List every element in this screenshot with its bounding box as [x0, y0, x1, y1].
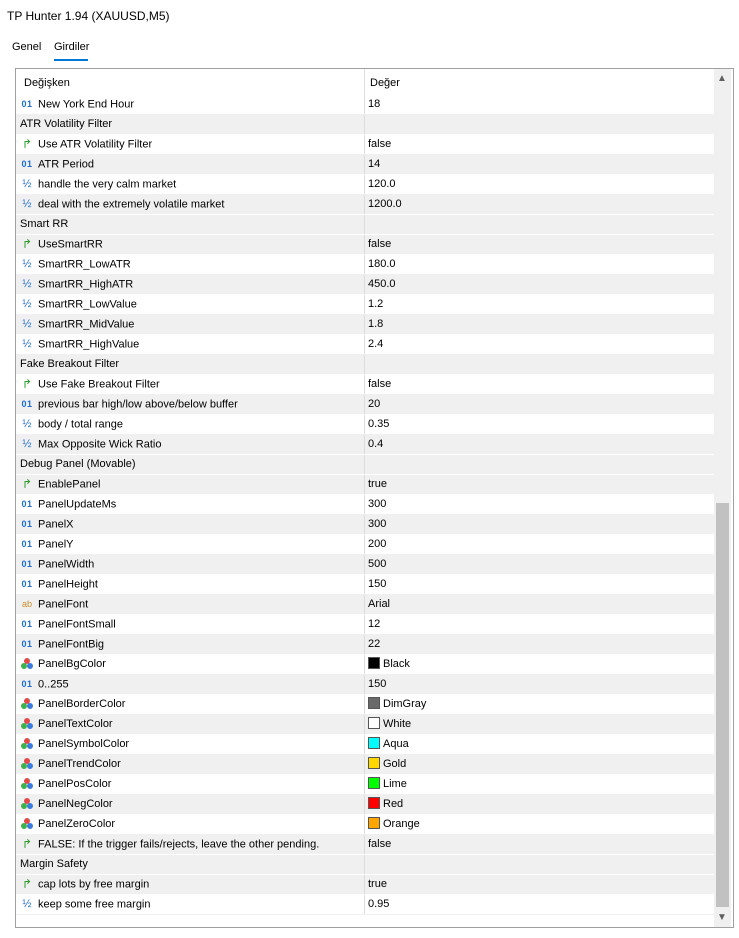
boolean-type-icon: ↱ — [21, 477, 33, 491]
value-text: 300 — [368, 498, 387, 510]
color-type-icon — [20, 718, 34, 730]
boolean-type-icon: ↱ — [21, 137, 33, 151]
variable-cell — [20, 675, 69, 694]
group-row[interactable] — [16, 855, 714, 875]
grid-rows — [16, 95, 714, 915]
cell-divider — [364, 715, 365, 734]
value-cell[interactable] — [368, 695, 426, 714]
integer-type-icon: 01 — [21, 519, 33, 529]
cell-divider — [364, 895, 365, 914]
variable-cell — [20, 415, 123, 434]
table-row[interactable] — [16, 735, 714, 755]
group-label: ATR Volatility Filter — [20, 118, 113, 130]
integer-type-icon: 01 — [21, 639, 33, 649]
table-row[interactable] — [16, 555, 714, 575]
cell-divider — [364, 375, 365, 394]
variable-name: ATR Period — [38, 158, 95, 171]
table-row[interactable] — [16, 235, 714, 255]
value-cell[interactable] — [368, 615, 380, 634]
table-row[interactable] — [16, 615, 714, 635]
cell-divider — [364, 335, 365, 354]
group-row[interactable] — [16, 115, 714, 135]
group-row[interactable] — [16, 215, 714, 235]
variable-cell — [20, 155, 94, 174]
value-cell[interactable] — [368, 795, 403, 814]
color-swatch — [368, 797, 380, 809]
value-cell[interactable] — [368, 335, 383, 354]
variable-cell — [20, 335, 139, 354]
table-row[interactable] — [16, 675, 714, 695]
variable-name: PanelUpdateMs — [38, 498, 117, 511]
value-text: 150 — [368, 678, 387, 690]
value-cell[interactable] — [368, 835, 391, 854]
cell-divider — [364, 315, 365, 334]
color-type-icon — [20, 658, 34, 670]
cell-divider — [364, 255, 365, 274]
boolean-type-icon: ↱ — [21, 377, 33, 391]
double-type-icon: ½ — [22, 318, 32, 330]
title-bar — [0, 0, 739, 32]
value-cell[interactable] — [368, 155, 380, 174]
tab-strip — [0, 32, 739, 62]
variable-cell — [20, 275, 133, 294]
value-cell[interactable] — [368, 195, 402, 214]
variable-cell — [20, 295, 137, 314]
variable-cell — [20, 175, 176, 194]
value-cell[interactable] — [368, 535, 386, 554]
cell-divider — [364, 535, 365, 554]
cell-divider — [364, 175, 365, 194]
cell-divider — [364, 595, 365, 614]
cell-divider — [364, 855, 365, 874]
value-cell[interactable] — [368, 475, 387, 494]
variable-name: PanelBorderColor — [38, 698, 126, 710]
variable-cell — [20, 655, 106, 674]
table-row[interactable] — [16, 635, 714, 655]
value-cell[interactable] — [368, 395, 380, 414]
variable-name: previous bar high/low above/below buffer — [38, 398, 238, 411]
cell-divider — [364, 195, 365, 214]
cell-divider — [364, 775, 365, 794]
color-type-icon — [20, 698, 34, 710]
value-cell[interactable] — [368, 595, 390, 614]
color-type-icon — [20, 778, 34, 790]
value-cell[interactable] — [368, 435, 383, 454]
value-text: false — [368, 138, 392, 150]
value-text: 150 — [368, 578, 387, 590]
value-cell[interactable] — [368, 235, 391, 254]
string-type-icon: ab — [21, 599, 32, 609]
variable-name: cap lots by free margin — [38, 878, 150, 891]
table-row[interactable] — [16, 195, 714, 215]
value-text: 22 — [368, 638, 381, 650]
value-cell[interactable] — [368, 495, 386, 514]
window-title: TP Hunter 1.94 (XAUUSD,M5) — [7, 9, 170, 23]
variable-cell — [20, 875, 149, 894]
double-type-icon: ½ — [22, 438, 32, 450]
value-text: Lime — [383, 778, 407, 790]
value-text: 0.4 — [368, 438, 384, 450]
table-row[interactable] — [16, 795, 714, 815]
variable-cell — [20, 515, 73, 534]
variable-cell — [20, 855, 88, 874]
column-separator[interactable] — [364, 69, 365, 95]
table-row[interactable] — [16, 315, 714, 335]
color-swatch — [368, 777, 380, 789]
variable-cell — [20, 475, 100, 494]
value-cell[interactable] — [368, 715, 411, 734]
table-row[interactable] — [16, 415, 714, 435]
table-row[interactable] — [16, 895, 714, 915]
value-cell[interactable] — [368, 895, 389, 914]
variable-name: PanelFont — [38, 598, 89, 611]
double-type-icon: ½ — [22, 298, 32, 310]
table-row[interactable] — [16, 335, 714, 355]
value-text: Orange — [383, 818, 420, 830]
value-text: 300 — [368, 518, 387, 530]
cell-divider — [364, 795, 365, 814]
variable-name: PanelNegColor — [38, 798, 113, 810]
variable-cell — [20, 815, 115, 834]
boolean-type-icon: ↱ — [21, 237, 33, 251]
variable-name: handle the very calm market — [38, 178, 177, 191]
cell-divider — [364, 355, 365, 374]
scroll-down-icon[interactable]: ▼ — [717, 912, 727, 923]
table-row[interactable] — [16, 755, 714, 775]
table-row[interactable] — [16, 875, 714, 895]
value-text: DimGray — [383, 698, 427, 710]
cell-divider — [364, 475, 365, 494]
color-swatch — [368, 757, 380, 769]
value-text: Arial — [368, 598, 391, 610]
value-text: 1.8 — [368, 318, 384, 330]
double-type-icon: ½ — [22, 418, 32, 430]
variable-name: SmartRR_LowValue — [38, 298, 137, 311]
table-row[interactable] — [16, 575, 714, 595]
double-type-icon: ½ — [22, 178, 32, 190]
cell-divider — [364, 515, 365, 534]
value-text: 20 — [368, 398, 381, 410]
variable-cell — [20, 615, 116, 634]
value-text: 2.4 — [368, 338, 384, 350]
cell-divider — [364, 695, 365, 714]
group-row[interactable] — [16, 455, 714, 475]
variable-name: SmartRR_LowATR — [38, 258, 131, 271]
group-label: Fake Breakout Filter — [20, 358, 120, 370]
vertical-scrollbar[interactable] — [714, 69, 731, 927]
cell-divider — [364, 415, 365, 434]
table-row[interactable] — [16, 175, 714, 195]
value-text: 0.35 — [368, 418, 390, 430]
variable-cell — [20, 555, 94, 574]
variable-name: PanelFontSmall — [38, 618, 116, 631]
variable-cell — [20, 575, 98, 594]
value-cell[interactable] — [368, 875, 387, 894]
variable-name: UseSmartRR — [38, 238, 103, 251]
cell-divider — [364, 655, 365, 674]
variable-cell — [20, 255, 131, 274]
cell-divider — [364, 735, 365, 754]
value-text: Gold — [383, 758, 407, 770]
integer-type-icon: 01 — [21, 559, 33, 569]
cell-divider — [364, 435, 365, 454]
variable-name: Use Fake Breakout Filter — [38, 378, 160, 391]
variable-cell — [20, 375, 160, 394]
variable-cell — [20, 455, 136, 474]
table-row[interactable] — [16, 695, 714, 715]
variable-name: body / total range — [38, 418, 124, 431]
table-row[interactable] — [16, 495, 714, 515]
scrollbar-thumb[interactable] — [716, 503, 729, 907]
table-row[interactable] — [16, 135, 714, 155]
value-text: Black — [383, 658, 410, 670]
cell-divider — [364, 815, 365, 834]
value-cell[interactable] — [368, 735, 409, 754]
boolean-type-icon: ↱ — [21, 877, 33, 891]
value-cell[interactable] — [368, 675, 386, 694]
cell-divider — [364, 635, 365, 654]
value-text: Aqua — [383, 738, 409, 750]
variable-cell — [20, 495, 116, 514]
variable-name: PanelPosColor — [38, 778, 112, 790]
value-cell[interactable] — [368, 775, 407, 794]
variable-name: SmartRR_MidValue — [38, 318, 135, 331]
value-cell[interactable] — [368, 95, 380, 114]
column-header-variable[interactable]: Değişken — [24, 77, 70, 89]
variable-cell — [20, 695, 125, 714]
value-cell[interactable] — [368, 555, 386, 574]
variable-cell — [20, 355, 119, 374]
variable-name: PanelFontBig — [38, 638, 105, 651]
cell-divider — [364, 155, 365, 174]
value-cell[interactable] — [368, 635, 380, 654]
variable-cell — [20, 835, 319, 854]
table-row[interactable] — [16, 535, 714, 555]
value-text: 18 — [368, 98, 381, 110]
group-label: Smart RR — [20, 218, 69, 230]
variable-name: PanelHeight — [38, 578, 98, 591]
variable-name: New York End Hour — [38, 98, 134, 111]
cell-divider — [364, 455, 365, 474]
cell-divider — [364, 235, 365, 254]
variable-cell — [20, 235, 103, 254]
value-cell[interactable] — [368, 175, 396, 194]
value-text: false — [368, 238, 392, 250]
scroll-up-icon[interactable]: ▲ — [717, 73, 727, 84]
table-row[interactable] — [16, 435, 714, 455]
variable-cell — [20, 735, 129, 754]
value-cell[interactable] — [368, 655, 410, 674]
integer-type-icon: 01 — [21, 399, 33, 409]
double-type-icon: ½ — [22, 338, 32, 350]
variable-cell — [20, 595, 88, 614]
double-type-icon: ½ — [22, 198, 32, 210]
variable-name: SmartRR_HighATR — [38, 278, 134, 291]
cell-divider — [364, 215, 365, 234]
value-cell[interactable] — [368, 575, 386, 594]
value-text: false — [368, 838, 392, 850]
variable-name: PanelWidth — [38, 558, 95, 571]
value-text: 120.0 — [368, 178, 396, 190]
variable-cell — [20, 435, 161, 454]
color-swatch — [368, 737, 380, 749]
cell-divider — [364, 875, 365, 894]
variable-cell — [20, 195, 224, 214]
tab-girdiler[interactable]: Girdiler — [54, 41, 90, 53]
group-label: Margin Safety — [20, 858, 88, 870]
integer-type-icon: 01 — [21, 99, 33, 109]
group-row[interactable] — [16, 355, 714, 375]
variable-name: PanelTextColor — [38, 718, 113, 730]
table-row[interactable] — [16, 275, 714, 295]
value-cell[interactable] — [368, 415, 389, 434]
value-text: 200 — [368, 538, 387, 550]
value-cell[interactable] — [368, 375, 391, 394]
variable-name: Max Opposite Wick Ratio — [38, 438, 162, 451]
color-swatch — [368, 657, 380, 669]
color-type-icon — [20, 798, 34, 810]
integer-type-icon: 01 — [21, 539, 33, 549]
grid-header — [16, 69, 714, 95]
cell-divider — [364, 495, 365, 514]
cell-divider — [364, 615, 365, 634]
variable-name: EnablePanel — [38, 478, 101, 491]
variable-cell — [20, 895, 151, 914]
variable-cell — [20, 755, 121, 774]
cell-divider — [364, 395, 365, 414]
cell-divider — [364, 295, 365, 314]
color-swatch — [368, 697, 380, 709]
double-type-icon: ½ — [22, 278, 32, 290]
value-cell[interactable] — [368, 255, 396, 274]
variable-cell — [20, 215, 68, 234]
value-cell[interactable] — [368, 275, 396, 294]
color-swatch — [368, 817, 380, 829]
integer-type-icon: 01 — [21, 159, 33, 169]
table-row[interactable] — [16, 655, 714, 675]
variable-name: PanelTrendColor — [38, 758, 121, 770]
table-row[interactable] — [16, 515, 714, 535]
variable-cell — [20, 535, 73, 554]
table-row[interactable] — [16, 395, 714, 415]
color-swatch — [368, 717, 380, 729]
value-cell[interactable] — [368, 515, 386, 534]
variable-name: PanelY — [38, 538, 74, 551]
value-text: White — [383, 718, 412, 730]
color-type-icon — [20, 758, 34, 770]
table-row[interactable] — [16, 295, 714, 315]
variable-name: PanelSymbolColor — [38, 738, 130, 750]
group-label: Debug Panel (Movable) — [20, 458, 136, 470]
cell-divider — [364, 575, 365, 594]
variable-name: Use ATR Volatility Filter — [38, 138, 153, 151]
value-text: false — [368, 378, 392, 390]
variable-name: PanelZeroColor — [38, 818, 116, 830]
variable-name: keep some free margin — [38, 898, 151, 911]
boolean-type-icon: ↱ — [21, 837, 33, 851]
value-text: 1.2 — [368, 298, 384, 310]
value-text: Red — [383, 798, 404, 810]
active-tab-indicator — [54, 59, 88, 61]
integer-type-icon: 01 — [21, 619, 33, 629]
value-text: 1200.0 — [368, 198, 402, 210]
variable-name: deal with the extremely volatile market — [38, 198, 225, 211]
integer-type-icon: 01 — [21, 679, 33, 689]
value-text: true — [368, 478, 387, 490]
variable-cell — [20, 635, 104, 654]
cell-divider — [364, 835, 365, 854]
cell-divider — [364, 135, 365, 154]
table-row[interactable] — [16, 595, 714, 615]
value-text: 180.0 — [368, 258, 396, 270]
color-type-icon — [20, 818, 34, 830]
integer-type-icon: 01 — [21, 499, 33, 509]
variable-cell — [20, 775, 111, 794]
value-text: 0.95 — [368, 898, 390, 910]
cell-divider — [364, 275, 365, 294]
table-row[interactable] — [16, 155, 714, 175]
value-cell[interactable] — [368, 815, 420, 834]
value-text: true — [368, 878, 387, 890]
table-row[interactable] — [16, 95, 714, 115]
cell-divider — [364, 555, 365, 574]
value-text: 500 — [368, 558, 387, 570]
cell-divider — [364, 115, 365, 134]
table-row[interactable] — [16, 775, 714, 795]
table-row[interactable] — [16, 815, 714, 835]
table-row[interactable] — [16, 255, 714, 275]
cell-divider — [364, 755, 365, 774]
value-cell[interactable] — [368, 315, 383, 334]
value-text: 14 — [368, 158, 381, 170]
variable-cell — [20, 715, 113, 734]
variable-name: PanelBgColor — [38, 658, 106, 670]
variable-name: FALSE: If the trigger fails/rejects, leave the other pending. — [38, 838, 320, 851]
variable-cell — [20, 315, 134, 334]
tab-genel[interactable]: Genel — [12, 41, 42, 53]
value-cell[interactable] — [368, 135, 391, 154]
variable-name: PanelX — [38, 518, 74, 531]
value-text: 12 — [368, 618, 381, 630]
variable-name: 0..255 — [38, 678, 69, 691]
variable-cell — [20, 135, 152, 154]
color-type-icon — [20, 738, 34, 750]
table-row[interactable] — [16, 375, 714, 395]
variable-cell — [20, 795, 113, 814]
cell-divider — [364, 675, 365, 694]
value-text: 450.0 — [368, 278, 396, 290]
variable-cell — [20, 395, 238, 414]
table-row[interactable] — [16, 715, 714, 735]
variable-name: SmartRR_HighValue — [38, 338, 140, 351]
table-row[interactable] — [16, 475, 714, 495]
double-type-icon: ½ — [22, 258, 32, 270]
value-cell[interactable] — [368, 755, 406, 774]
variable-cell — [20, 95, 134, 114]
double-type-icon: ½ — [22, 898, 32, 910]
value-cell[interactable] — [368, 295, 383, 314]
table-row[interactable] — [16, 835, 714, 855]
variable-cell — [20, 115, 112, 134]
inputs-grid — [15, 68, 734, 928]
cell-divider — [364, 95, 365, 114]
integer-type-icon: 01 — [21, 579, 33, 589]
column-header-value[interactable]: Değer — [370, 77, 400, 89]
